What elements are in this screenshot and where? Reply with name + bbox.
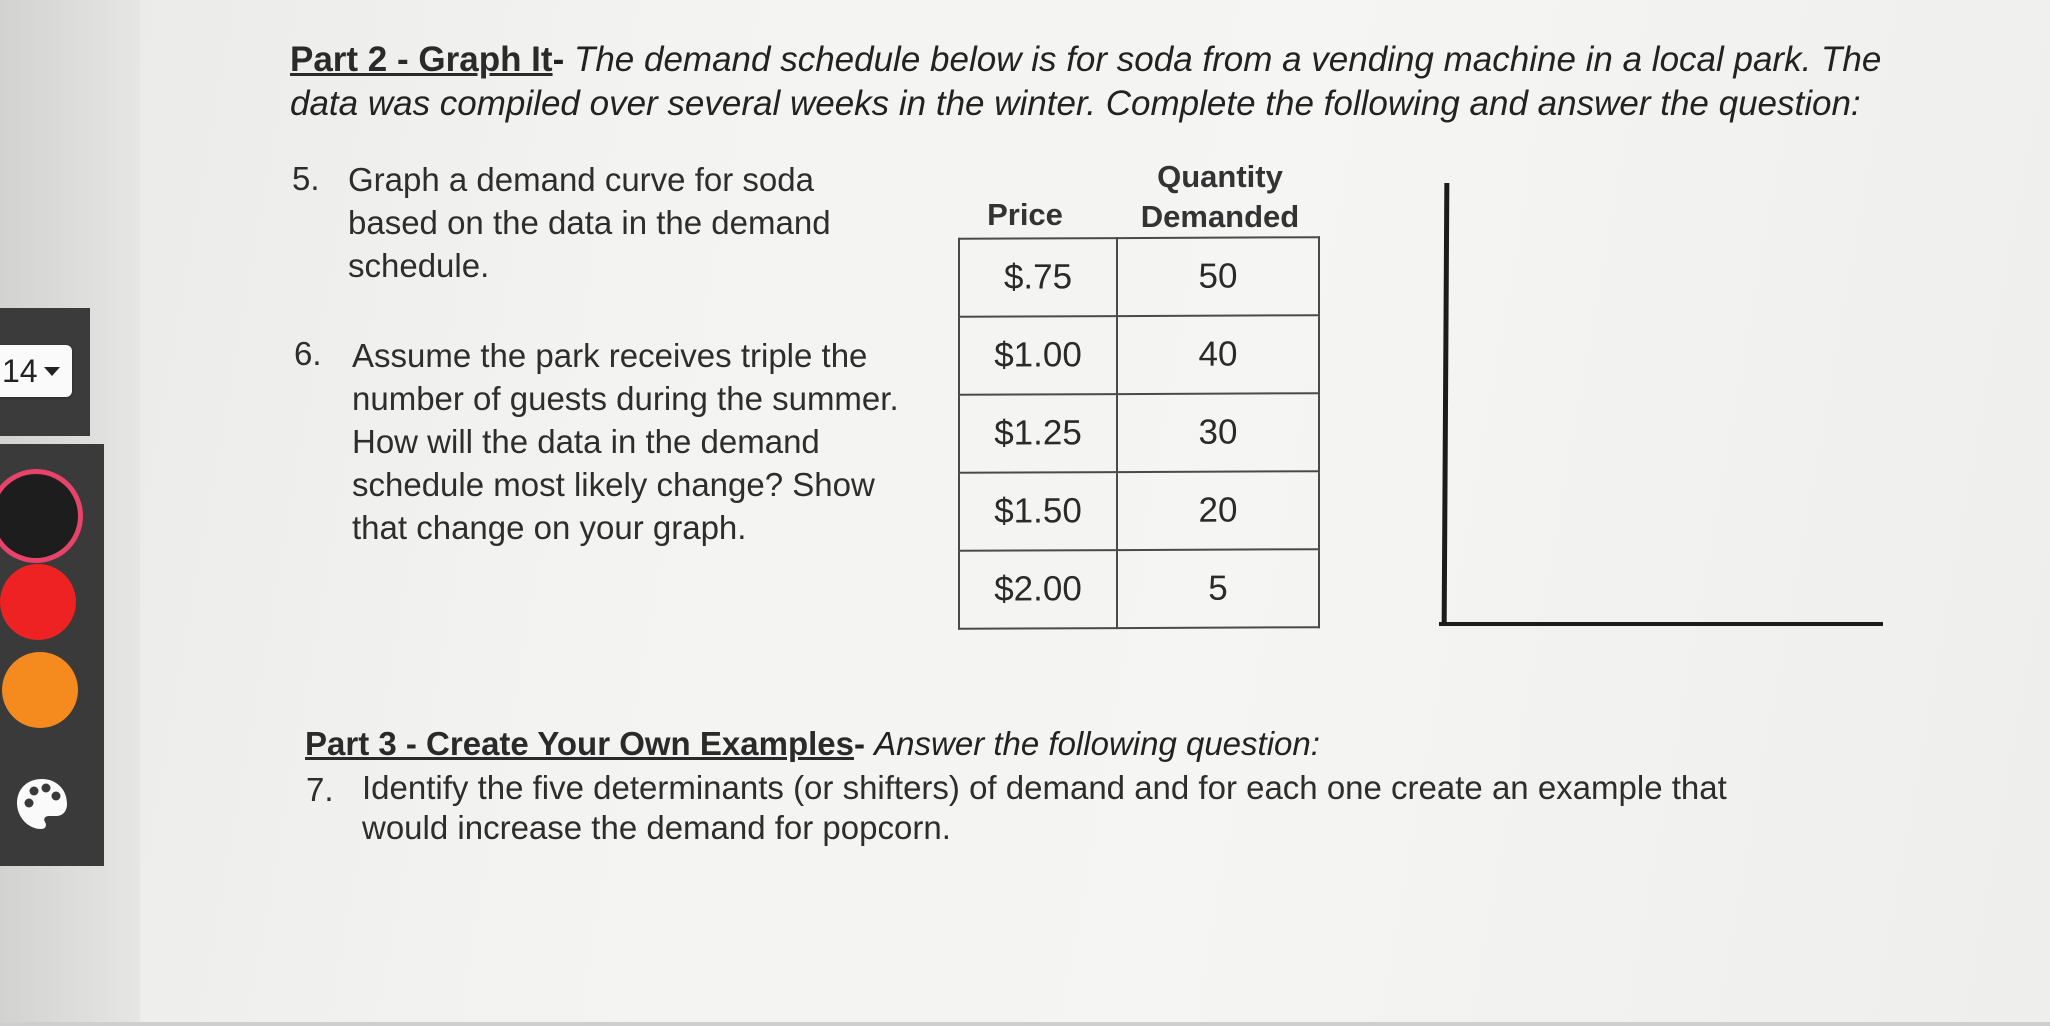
question-7-number: 7. (306, 771, 334, 808)
color-swatch-orange[interactable] (2, 652, 78, 728)
part2-separator: - (552, 40, 565, 79)
question-6-line: How will the data in the demand (352, 423, 820, 460)
price-cell: $1.50 (959, 472, 1117, 551)
question-6-line: that change on your graph. (352, 509, 747, 546)
graph-x-axis (1439, 622, 1883, 626)
chevron-down-icon (44, 367, 60, 376)
question-6-text (352, 334, 899, 549)
question-7-line: Identify the five determinants (or shifters) of demand and for each one create an example that (362, 769, 1727, 806)
table-row (959, 237, 1319, 317)
quantity-cell: 5 (1117, 549, 1319, 628)
quantity-header-line: Quantity (1157, 159, 1283, 194)
quantity-cell: 20 (1117, 471, 1319, 550)
part3-intro: Answer the following question: (874, 725, 1320, 762)
table-row (959, 315, 1319, 395)
quantity-cell: 30 (1117, 393, 1319, 472)
price-cell: $.75 (959, 238, 1117, 317)
table-row (959, 393, 1319, 473)
question-5-text (348, 158, 831, 287)
quantity-cell: 40 (1117, 315, 1319, 394)
page-number-label: 14 (2, 352, 38, 389)
question-7-text (362, 768, 1727, 848)
question-7-line: would increase the demand for popcorn. (362, 809, 951, 846)
price-cell: $2.00 (959, 550, 1117, 629)
part3-separator: - (853, 725, 865, 762)
part2-title: Part 2 - Graph It (290, 40, 553, 79)
demand-schedule-table (958, 236, 1320, 630)
question-6-line: Assume the park receives triple the (352, 337, 868, 374)
question-6-line: number of guests during the summer. (352, 380, 899, 417)
quantity-column-header (1120, 157, 1320, 237)
question-5-line: schedule. (348, 247, 490, 284)
quantity-header-line: Demanded (1140, 199, 1300, 234)
question-6-line: schedule most likely change? Show (352, 466, 875, 503)
price-cell: $1.25 (959, 394, 1117, 473)
question-6-number: 6. (294, 335, 322, 372)
part2-intro: The demand schedule below is for soda from a vending machine in a local park. The data was compiled over several weeks in the winter. Complete the following and answer the question: (290, 40, 1882, 123)
quantity-cell: 50 (1117, 237, 1319, 316)
color-swatch-red[interactable] (0, 564, 76, 640)
part3-title: Part 3 - Create Your Own Examples (305, 725, 854, 762)
price-column-header: Price (987, 197, 1063, 232)
question-5-line: based on the data in the demand (348, 204, 831, 241)
table-row (959, 471, 1319, 551)
price-cell: $1.00 (959, 316, 1117, 395)
question-5-number: 5. (292, 160, 320, 197)
table-row (959, 549, 1319, 629)
page-bottom-edge (0, 1022, 2050, 1026)
palette-icon[interactable] (14, 776, 70, 832)
part3-heading (305, 723, 1805, 765)
part2-heading (290, 38, 1910, 126)
page-number-dropdown[interactable] (0, 345, 72, 397)
question-5-line: Graph a demand curve for soda (348, 161, 814, 198)
